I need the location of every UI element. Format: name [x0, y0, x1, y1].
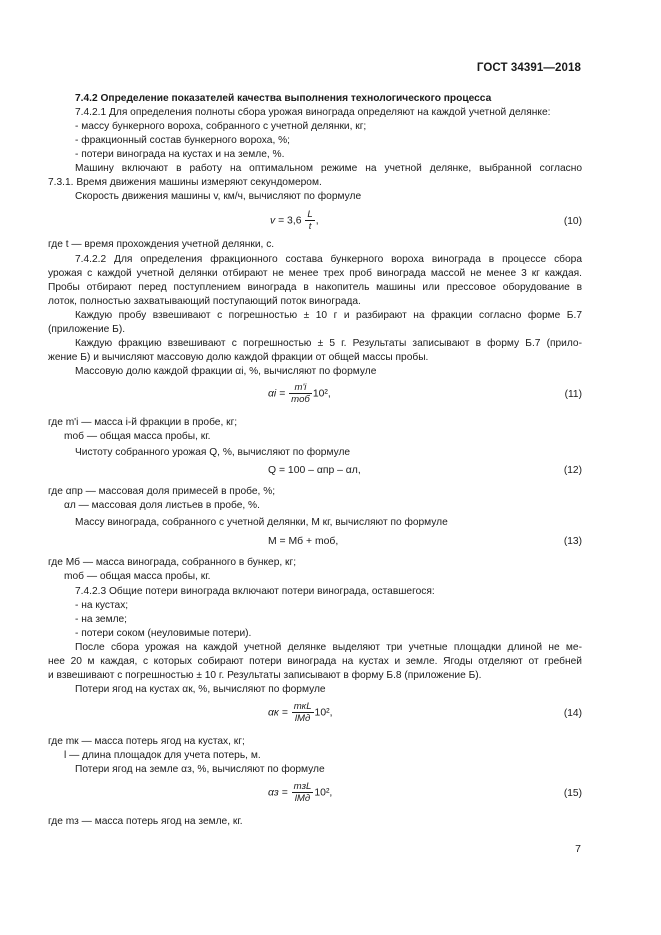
formula-tail: 10²,	[314, 707, 333, 719]
paragraph-line: Массу винограда, собранного с учетной делянки, M кг, вычисляют по формуле	[75, 517, 448, 528]
where-line: αл — массовая доля листьев в пробе, %.	[64, 500, 260, 511]
where-line: где Mб — масса винограда, собранного в бункер, кг;	[48, 557, 297, 568]
list-item: - на земле;	[75, 614, 128, 625]
formula-tail: 10²,	[314, 787, 333, 799]
paragraph-line: Чистоту собранного урожая Q, %, вычисляют по формуле	[75, 447, 351, 458]
equation-number: (14)	[563, 708, 582, 719]
paragraph-line: (приложение Б).	[48, 324, 126, 335]
formula-lhs: αк =	[268, 707, 288, 719]
paragraph-line: Пробы отбирают перед поступлением винограда в накопитель машины или прессовое оборудование в	[48, 282, 582, 293]
list-item: - на кустах;	[75, 600, 129, 611]
formula-tail: ,	[315, 215, 319, 227]
fraction-denominator: t	[308, 221, 312, 232]
formula-10	[270, 209, 319, 232]
paragraph-line: После сбора урожая на каждой учетной делянке выделяют три учетные площадки длиной не ме-	[75, 642, 582, 653]
where-line: mоб — общая масса пробы, кг.	[64, 571, 211, 582]
paragraph-line: и взвешивают с погрешностью ± 10 г. Результаты записывают в форму Б.8 (приложение Б).	[48, 670, 482, 681]
formula-tail: 10²,	[312, 388, 331, 400]
fraction-numerator: mкL	[293, 701, 312, 712]
fraction-denominator: lMд	[294, 713, 311, 724]
formula-13: M = Mб + mоб,	[268, 536, 339, 547]
paragraph-line: Скорость движения машины v, км/ч, вычисляют по формуле	[75, 191, 362, 202]
where-line: где mк — масса потерь ягод на кустах, кг;	[48, 736, 245, 747]
paragraph-line: Потери ягод на земле αз, %, вычисляют по формуле	[75, 764, 325, 775]
paragraph-line: 7.3.1. Время движения машины измеряют секундомером.	[48, 177, 322, 188]
fraction-denominator: lMд	[294, 793, 311, 804]
where-line: где αпр — массовая доля примесей в пробе, %;	[48, 486, 276, 497]
equation-number: (10)	[563, 216, 582, 227]
equation-number: (15)	[563, 788, 582, 799]
list-item: - потери соком (неуловимые потери).	[75, 628, 252, 639]
formula-lhs: αз =	[268, 787, 288, 799]
equation-number: (12)	[563, 465, 582, 476]
fraction-numerator: mзL	[293, 781, 312, 792]
formula-15	[268, 781, 332, 804]
paragraph-line: урожая с каждой учетной делянки отбирают не менее трех проб винограда массой не менее 3 кг каждая.	[48, 268, 582, 279]
formula-lhs: αi =	[268, 388, 286, 400]
formula-coef: = 3,6	[278, 215, 302, 227]
paragraph-line: лоток, полностью захватывающий поступающий поток винограда.	[48, 296, 361, 307]
formula-14	[268, 701, 332, 724]
equation-number: (13)	[563, 536, 582, 547]
formula-12: Q = 100 – αпр – αл,	[268, 465, 361, 476]
paragraph-line: Каждую пробу взвешивают с погрешностью ± 10 г и разбирают на фракции согласно форме Б.7	[75, 310, 582, 321]
where-line: где m'i — масса i-й фракции в пробе, кг;	[48, 417, 238, 428]
paragraph-line: нее 20 м каждая, с которых собирают потери винограда на кустах и земле. Ягоды отделяют от гребней	[48, 656, 582, 667]
standard-header: ГОСТ 34391—2018	[476, 62, 581, 74]
formula-11	[268, 382, 331, 405]
fraction-numerator: L	[307, 209, 313, 220]
fraction	[292, 781, 314, 804]
fraction-numerator: m'i	[289, 382, 312, 394]
where-line: l — длина площадок для учета потерь, м.	[64, 750, 261, 761]
paragraph-line: Потери ягод на кустах αк, %, вычисляют по формуле	[75, 684, 326, 695]
paragraph-line: Машину включают в работу на оптимальном режиме на учетной делянке, выбранной согласно	[75, 163, 582, 174]
paragraph-line: Массовую долю каждой фракции αi, %, вычисляют по формуле	[75, 366, 377, 377]
paragraph-line: 7.4.2.1 Для определения полноты сбора урожая винограда определяют на каждой учетной делянке:	[75, 107, 551, 118]
fraction	[305, 209, 314, 232]
formula-lhs: v	[270, 215, 276, 227]
where-line: где t — время прохождения учетной делянки, с.	[48, 239, 275, 250]
paragraph-line: жение Б) и вычисляют массовую долю каждой фракции от общей массы пробы.	[48, 352, 429, 363]
paragraph-line: Каждую фракцию взвешивают с погрешностью ± 5 г. Результаты записывают в форму Б.7 (прило-	[75, 338, 582, 349]
list-item: - массу бункерного вороха, собранного с учетной делянки, кг;	[75, 121, 367, 132]
fraction-denominator: mоб	[291, 394, 310, 405]
list-item: - фракционный состав бункерного вороха, %;	[75, 135, 290, 146]
list-item: - потери винограда на кустах и на земле, %.	[75, 149, 285, 160]
paragraph-line: 7.4.2.2 Для определения фракционного состава бункерного вороха винограда в процессе сбора	[75, 254, 582, 265]
where-line: mоб — общая масса пробы, кг.	[64, 431, 211, 442]
section-title: 7.4.2 Определение показателей качества выполнения технологического процесса	[75, 93, 492, 104]
paragraph-line: 7.4.2.3 Общие потери винограда включают потери винограда, оставшегося:	[75, 586, 435, 597]
fraction	[292, 701, 314, 724]
page-number: 7	[575, 843, 581, 855]
where-line: где mз — масса потерь ягод на земле, кг.	[48, 816, 243, 827]
equation-number: (11)	[564, 389, 582, 400]
fraction	[289, 382, 312, 405]
